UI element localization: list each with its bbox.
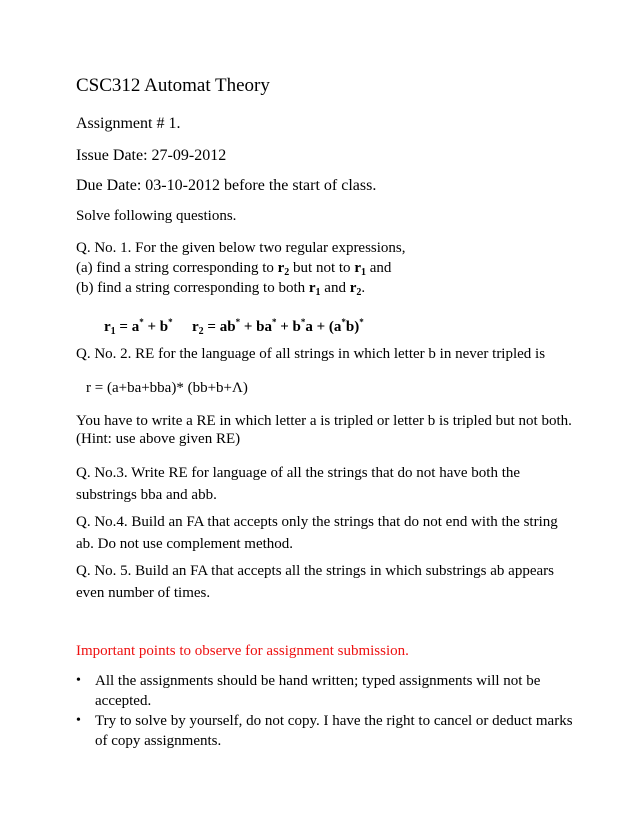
due-date: Due Date: 03-10-2012 before the start of class.: [76, 177, 377, 194]
q5-line2: even number of times.: [76, 585, 211, 601]
q2-intro: Q. No. 2. RE for the language of all strings in which letter b in never tripled is: [76, 346, 546, 362]
q4-line2: ab. Do not use complement method.: [76, 536, 294, 552]
q1-intro: Q. No. 1. For the given below two regular expressions,: [76, 240, 406, 256]
q3-line1: Q. No.3. Write RE for language of all the strings that do not have both the: [76, 465, 521, 481]
q5-line1: Q. No. 5. Build an FA that accepts all the strings in which substrings ab appears: [76, 563, 554, 579]
bullet-item-2: Try to solve by yourself, do not copy. I have the right to cancel or deduct marks of copy assignments.: [95, 713, 573, 749]
bullet-item-1: All the assignments should be hand written; typed assignments will not be accepted.: [95, 673, 541, 709]
q2-hint: (Hint: use above given RE): [76, 431, 241, 447]
q3-line2: substrings bba and abb.: [76, 487, 217, 503]
q4-line1: Q. No.4. Build an FA that accepts only the strings that do not end with the string: [76, 514, 558, 530]
q1-expression-r1: $r_1 = a^* + b^*$: [104, 317, 173, 337]
q2-task: You have to write a RE in which letter a is tripled or letter b is tripled but not both.: [76, 413, 572, 429]
issue-date: Issue Date: 27-09-2012: [76, 147, 227, 164]
bullet-icon: •: [76, 713, 81, 728]
instruction: Solve following questions.: [76, 208, 237, 224]
important-heading: Important points to observe for assignment submission.: [76, 643, 409, 659]
bullet-icon: •: [76, 673, 81, 688]
q1-expression-r2: $r_2 = ab^* + ba^* + b^*a + (a^*b)^*$: [192, 317, 364, 337]
doc-title: CSC312 Automat Theory: [76, 75, 270, 96]
q1-part-a: (a) find a string corresponding to $r_2$ but not to $r_1$ and: [76, 260, 392, 278]
q2-regex: r = (a+ba+bba)* (bb+b+Λ): [86, 380, 248, 396]
q1-part-b: (b) find a string corresponding to both $r_1$ and $r_2$.: [76, 280, 366, 298]
assignment-number: Assignment # 1.: [76, 115, 181, 132]
